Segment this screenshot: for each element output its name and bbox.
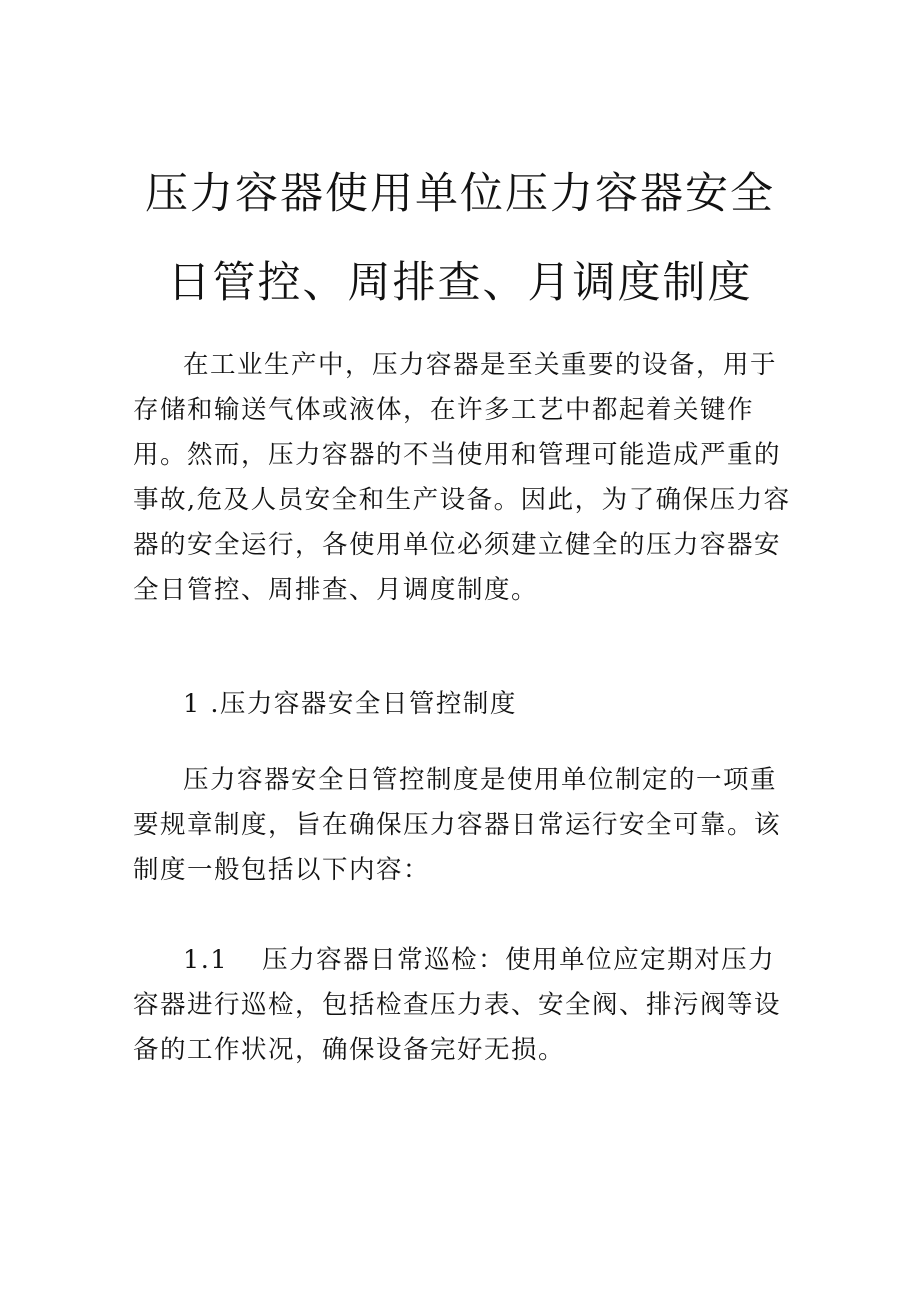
item-1-1-number: 1.1	[183, 945, 229, 975]
section-1-heading: 1 .压力容器安全日管控制度	[183, 689, 517, 719]
document-title-line-2: 日管控、周排查、月调度制度	[167, 258, 753, 308]
document-title-line-1: 压力容器使用单位压力容器安全	[145, 169, 775, 219]
section-1-intro-paragraph: 压力容器安全日管控制度是使用单位制定的一项重要规章制度，旨在确保压力容器日常运行安全可靠。该制度一般包括以下内容：	[133, 765, 782, 885]
item-1-1-paragraph	[133, 938, 793, 1073]
intro-paragraph: 在工业生产中，压力容器是至关重要的设备，用于存储和输送气体或液体，在许多工艺中都起着关键作用。然而，压力容器的不当使用和管理可能造成严重的事故,危及人员安全和生产设备。因此，为了确保压力容器的安全运行，各使用单位必须建立健全的压力容器安全日管控、周排查、月调度制度。	[133, 350, 791, 605]
item-1-1-text: 压力容器日常巡检：使用单位应定期对压力容器进行巡检，包括检查压力表、安全阀、排污阀等设备的工作状况，确保设备完好无损。	[133, 945, 782, 1065]
